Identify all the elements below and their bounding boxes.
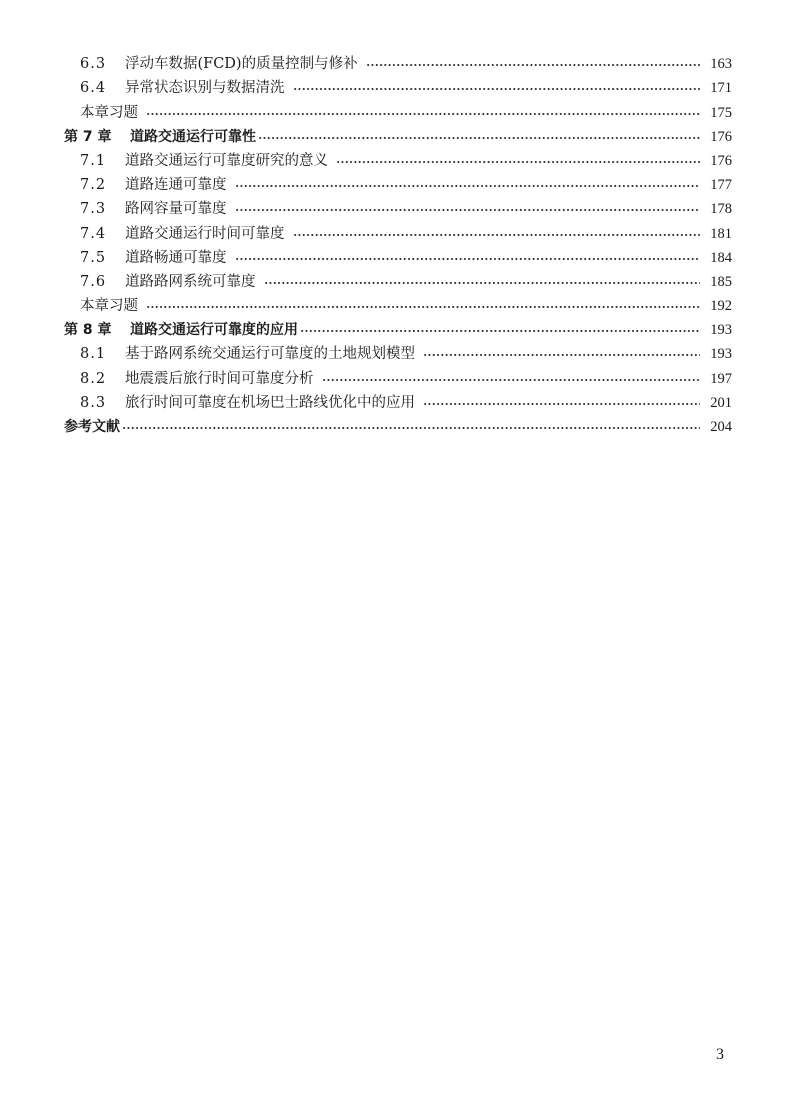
page-number: 163	[710, 56, 732, 73]
chapter-title: 道路交通运行可靠度的应用	[130, 322, 298, 339]
toc-entry[interactable]	[64, 389, 732, 413]
page-number: 184	[710, 249, 732, 266]
section-number: 7.6	[80, 273, 107, 290]
chapter-title: 道路交通运行可靠性	[130, 128, 256, 145]
dot-leader	[235, 182, 701, 190]
toc-entry[interactable]	[64, 244, 732, 268]
dot-leader	[322, 376, 701, 384]
references-title: 参考文献	[64, 419, 120, 435]
page-number: 185	[710, 273, 732, 290]
dot-leader	[146, 303, 700, 311]
toc-chapter[interactable]	[64, 123, 732, 147]
section-number: 7.5	[80, 249, 107, 266]
page-number: 181	[710, 225, 732, 242]
entry-title: 路网容量可靠度	[125, 201, 227, 218]
page-number: 201	[710, 394, 732, 411]
page-number: 178	[710, 201, 732, 218]
entry-title: 道路交通运行时间可靠度	[125, 225, 285, 242]
toc-entry[interactable]	[64, 50, 732, 74]
toc-entry[interactable]	[64, 147, 732, 171]
entry-title: 浮动车数据(FCD)的质量控制与修补	[125, 56, 358, 73]
page-number: 204	[710, 419, 732, 435]
section-number: 7.3	[80, 201, 107, 218]
toc-chapter[interactable]	[64, 316, 732, 340]
toc-references[interactable]	[64, 413, 732, 437]
entry-title: 道路路网系统可靠度	[125, 273, 256, 290]
dot-leader	[258, 134, 700, 142]
page-number: 192	[710, 298, 732, 315]
dot-leader	[146, 110, 700, 118]
dot-leader	[366, 61, 700, 69]
page-number: 193	[710, 322, 732, 339]
section-number: 8.1	[80, 346, 107, 363]
entry-title: 旅行时间可靠度在机场巴士路线优化中的应用	[125, 394, 415, 411]
chapter-number: 第 7 章	[64, 128, 112, 145]
section-number: 6.4	[80, 80, 107, 97]
entry-title: 道路畅通可靠度	[125, 249, 227, 266]
toc-entry[interactable]	[64, 340, 732, 364]
entry-title: 本章习题	[80, 104, 138, 121]
entry-title: 道路连通可靠度	[125, 177, 227, 194]
page-number: 177	[710, 177, 732, 194]
toc-entry-exercises[interactable]	[64, 292, 732, 316]
page-number: 176	[710, 128, 732, 145]
toc-entry[interactable]	[64, 74, 732, 98]
dot-leader	[235, 255, 701, 263]
toc-entry[interactable]	[64, 171, 732, 195]
toc-entry-exercises[interactable]	[64, 98, 732, 122]
section-number: 8.2	[80, 370, 107, 387]
page-number: 197	[710, 370, 732, 387]
toc-entry[interactable]	[64, 268, 732, 292]
footer-page-number: 3	[716, 1046, 724, 1063]
dot-leader	[122, 424, 700, 432]
chapter-number: 第 8 章	[64, 322, 112, 339]
entry-title: 异常状态识别与数据清洗	[125, 80, 285, 97]
page-number: 171	[710, 80, 732, 97]
entry-title: 基于路网系统交通运行可靠度的土地规划模型	[125, 346, 415, 363]
dot-leader	[423, 400, 700, 408]
page-number: 193	[710, 346, 732, 363]
section-number: 6.3	[80, 56, 107, 73]
entry-title: 地震震后旅行时间可靠度分析	[125, 370, 314, 387]
toc-entry[interactable]	[64, 195, 732, 219]
section-number: 7.1	[80, 152, 107, 169]
dot-leader	[264, 279, 701, 287]
dot-leader	[423, 351, 700, 359]
section-number: 7.2	[80, 177, 107, 194]
dot-leader	[300, 327, 700, 335]
toc-entry[interactable]	[64, 219, 732, 243]
page-number: 176	[710, 152, 732, 169]
toc-entry[interactable]	[64, 364, 732, 388]
entry-title: 道路交通运行可靠度研究的意义	[125, 152, 328, 169]
dot-leader	[293, 231, 701, 239]
entry-title: 本章习题	[80, 298, 138, 315]
table-of-contents	[64, 50, 732, 437]
dot-leader	[235, 206, 701, 214]
section-number: 7.4	[80, 225, 107, 242]
dot-leader	[336, 158, 700, 166]
section-number: 8.3	[80, 394, 107, 411]
dot-leader	[293, 85, 701, 93]
page-number: 175	[710, 104, 732, 121]
